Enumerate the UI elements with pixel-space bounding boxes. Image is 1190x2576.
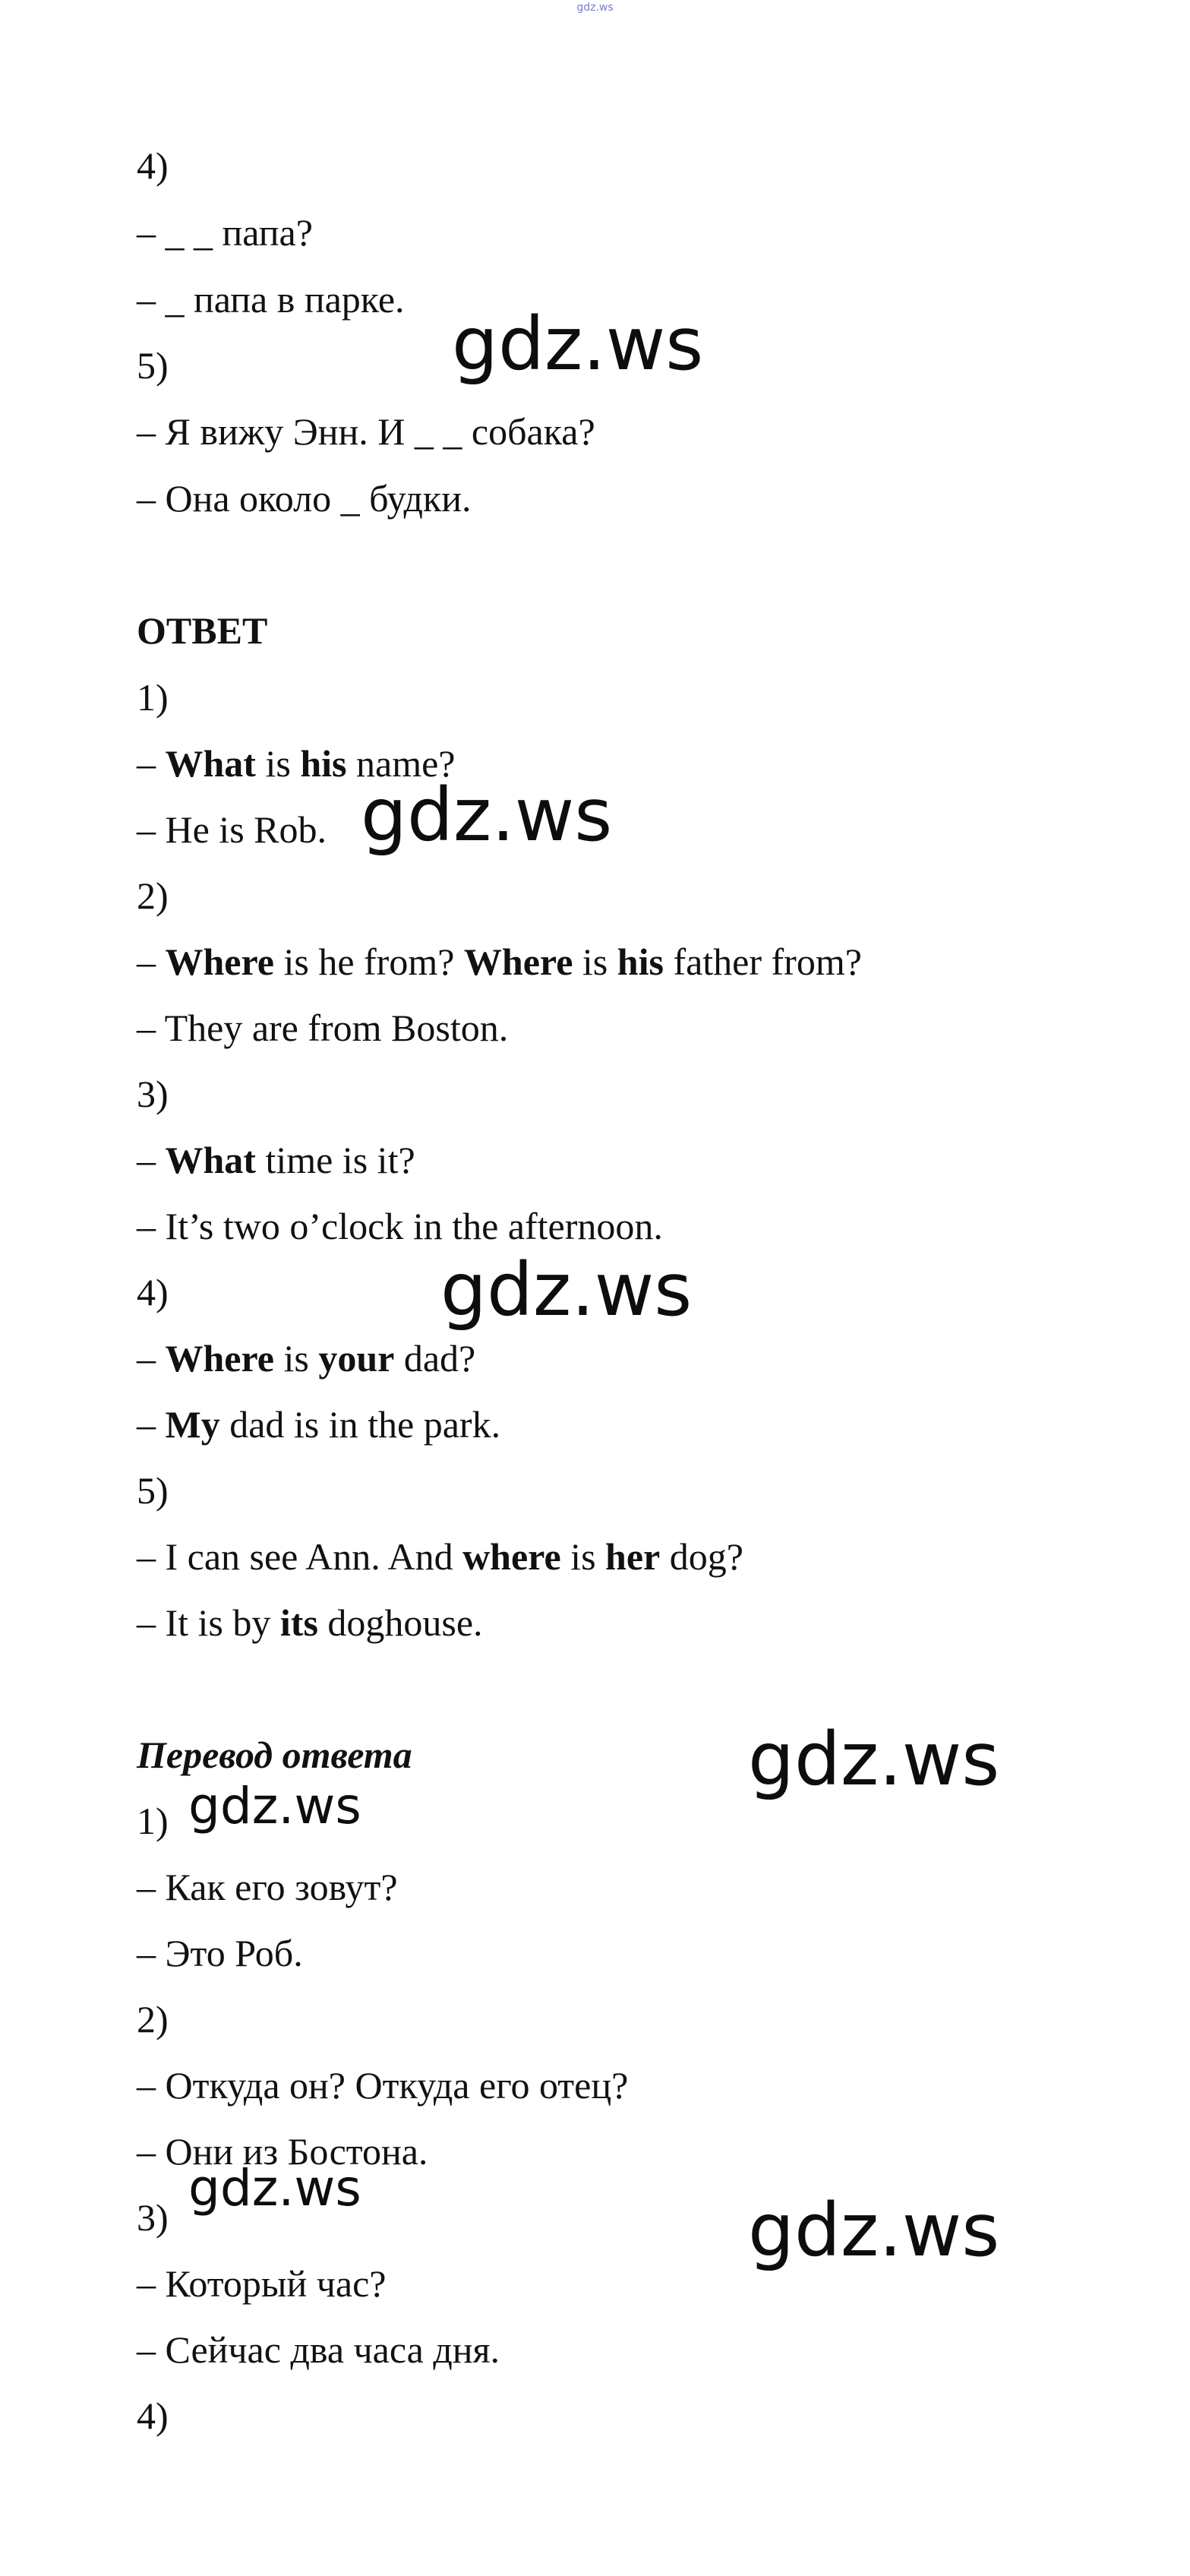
text-segment: – He is Rob. [137,808,327,851]
watermark: gdz.ws [452,302,704,387]
bold-word: Where [463,940,573,983]
watermark: gdz.ws [748,2188,1000,2273]
answer-line [137,1600,483,1645]
bold-word: What [165,1139,256,1181]
watermark: gdz.ws [440,1247,693,1332]
watermark: gdz.ws [188,1777,361,1835]
translation-line: – Это Роб. [137,1932,303,1974]
bold-word: her [605,1535,661,1578]
answer-line [137,1137,415,1183]
translation-line: – Сейчас два часа дня. [137,2328,500,2371]
answer-line [137,939,862,985]
answer-item-number: 4) [137,1271,169,1313]
text-segment: – It is by [137,1601,280,1644]
answer-heading: ОТВЕТ [137,609,268,652]
translation-heading: Перевод ответа [137,1734,412,1776]
answer-line [137,1203,663,1249]
text-segment: dad? [394,1337,476,1380]
text-segment: – [137,1139,166,1181]
bold-word: What [165,742,256,785]
text-segment: – They are from Boston. [137,1007,509,1049]
watermark: gdz.ws [748,1717,1000,1802]
text-segment: – [137,1337,166,1380]
translation-line: – Который час? [137,2262,387,2305]
answer-item-number: 2) [137,874,169,917]
text-segment: – [137,1403,166,1446]
bold-word: its [279,1601,318,1644]
bold-word: My [165,1403,220,1446]
translation-item-number: 1) [137,1800,169,1842]
bold-word: Where [165,940,274,983]
text-segment: dad is in the park. [219,1403,501,1446]
translation-item-number: 4) [137,2394,169,2437]
text-segment: time is it? [255,1139,415,1181]
task-line: – Она около _ будки. [137,477,472,520]
translation-item-number: 2) [137,1998,169,2040]
task-item-number: 4) [137,144,169,187]
task-line: – _ _ папа? [137,211,313,254]
text-segment: – [137,940,166,983]
translation-line: – Откуда он? Откуда его отец? [137,2064,629,2107]
answer-item-number: 5) [137,1469,169,1512]
task-line: – Я вижу Энн. И _ _ собака? [137,410,595,453]
watermark: gdz.ws [188,2159,361,2217]
answer-item-number: 3) [137,1073,169,1115]
text-segment: is [273,1337,319,1380]
text-segment: doghouse. [317,1601,483,1644]
answer-line [137,1335,475,1381]
text-segment: dog? [660,1535,743,1578]
translation-line: – Как его зовут? [137,1866,398,1908]
top-watermark: gdz.ws [576,2,614,14]
bold-word: Where [165,1337,274,1380]
answer-line [137,1402,500,1447]
answer-line [137,1534,743,1579]
text-segment: – I can see Ann. And [137,1535,463,1578]
task-line: – _ папа в парке. [137,278,405,321]
translation-line: – Они из Бостона. [137,2130,428,2173]
text-segment: is he from? [273,940,464,983]
bold-word: his [617,940,664,983]
answer-line [137,1005,508,1051]
text-segment: father from? [663,940,862,983]
text-segment: – It’s two o’clock in the afternoon. [137,1205,663,1247]
text-segment: is [560,1535,606,1578]
translation-item-number: 3) [137,2196,169,2239]
text-segment: – [137,742,166,785]
task-item-number: 5) [137,344,169,387]
answer-line [137,807,327,852]
watermark: gdz.ws [361,773,613,858]
answer-item-number: 1) [137,676,169,719]
bold-word: where [462,1535,561,1578]
bold-word: his [300,742,347,785]
text-segment: is [573,940,617,983]
bold-word: your [318,1337,395,1380]
text-segment: is [255,742,301,785]
text-segment: name? [346,742,456,785]
